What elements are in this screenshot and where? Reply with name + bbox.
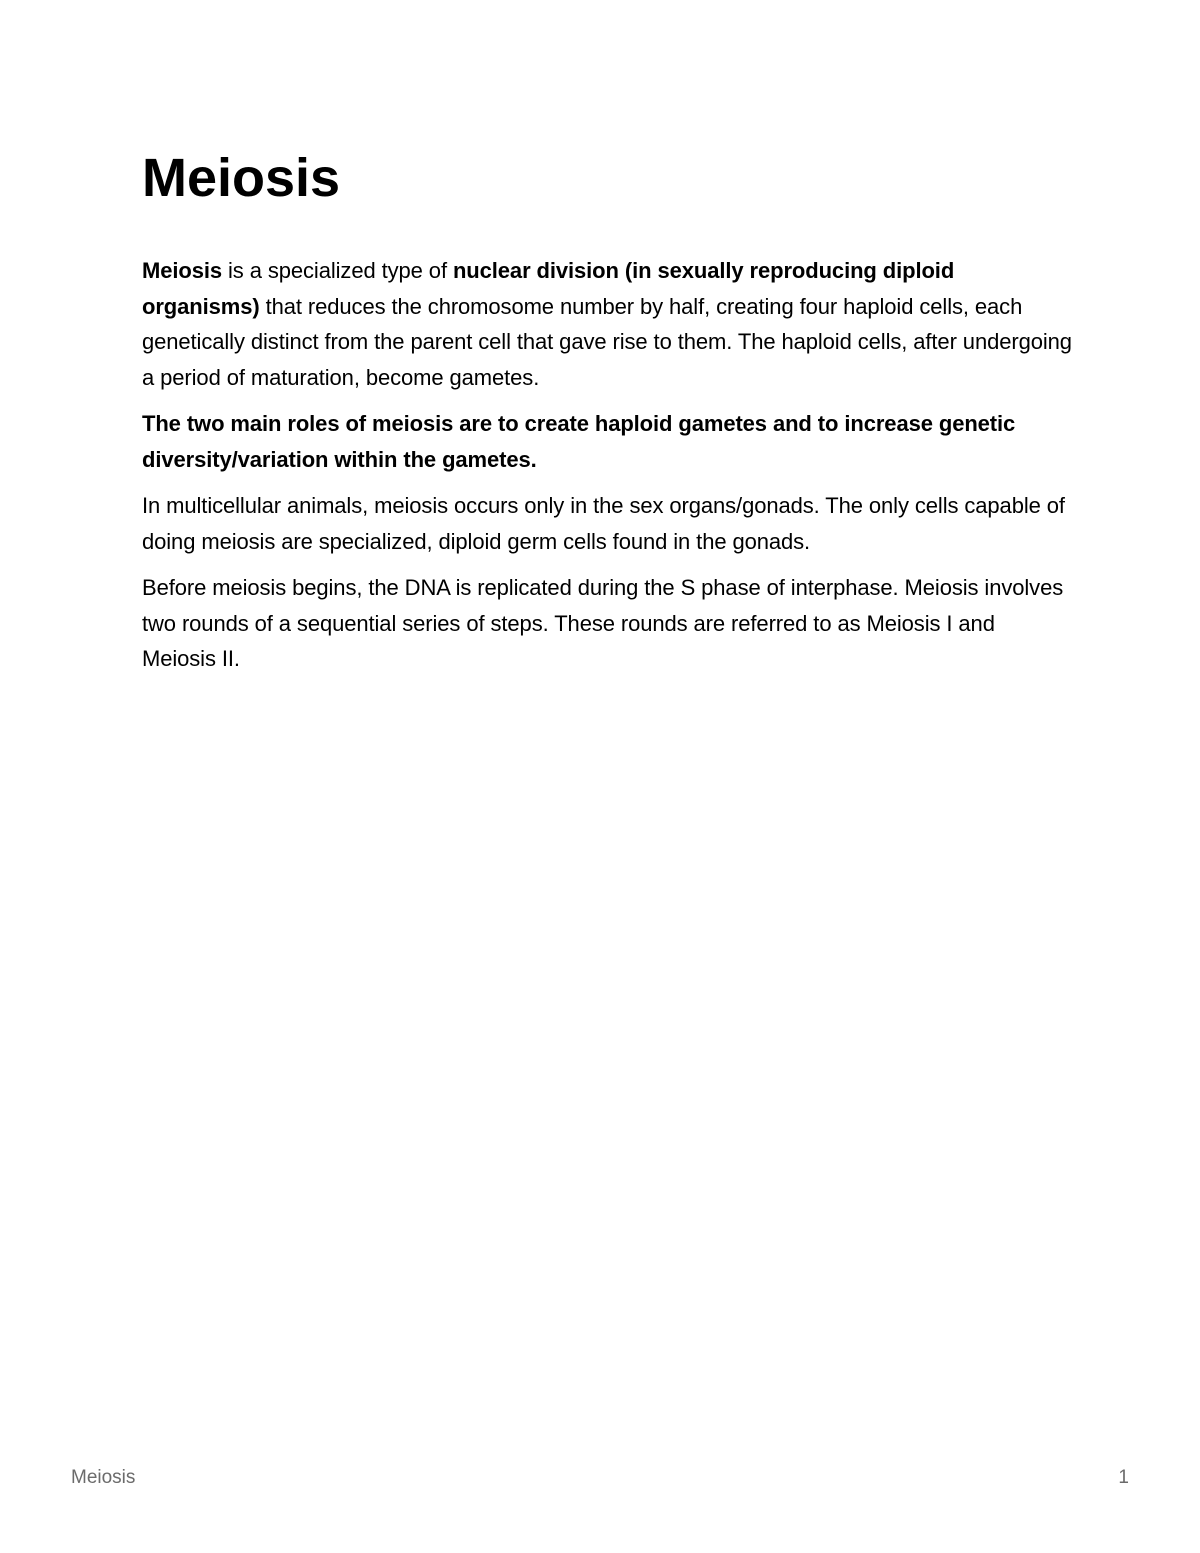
paragraph-main-roles: The two main roles of meiosis are to create haploid gametes and to increase genetic diversity/variation within the gametes. — [142, 411, 1016, 472]
definition-term: Meiosis — [142, 258, 222, 283]
page-number: 1 — [1118, 1467, 1129, 1488]
page-title: Meiosis — [142, 148, 341, 208]
document-body — [142, 253, 1072, 688]
definition-text-b: that reduces the chromosome number by half, creating four haploid cells, each genetically distinct from the parent cell that gave rise to them. The haploid cells, after undergoing a period of maturation, become gametes. — [142, 293, 1072, 390]
definition-text-a: is a specialized type of — [222, 258, 453, 283]
paragraph-multicellular: In multicellular animals, meiosis occurs only in the sex organs/gonads. The only cells capable of doing meiosis are specialized, diploid germ cells found in the gonads. — [142, 493, 1065, 554]
paragraph-definition — [142, 253, 1072, 395]
page-footer — [71, 1464, 1129, 1492]
definition-bold-phrase: nuclear division (in sexually reproducing diploid organisms) — [142, 258, 955, 319]
paragraph-before-meiosis: Before meiosis begins, the DNA is replicated during the S phase of interphase. Meiosis involves two rounds of a sequential series of steps. These rounds are referred to as Meiosis I and Meiosis II. — [142, 575, 1064, 671]
footer-title: Meiosis — [71, 1467, 136, 1488]
